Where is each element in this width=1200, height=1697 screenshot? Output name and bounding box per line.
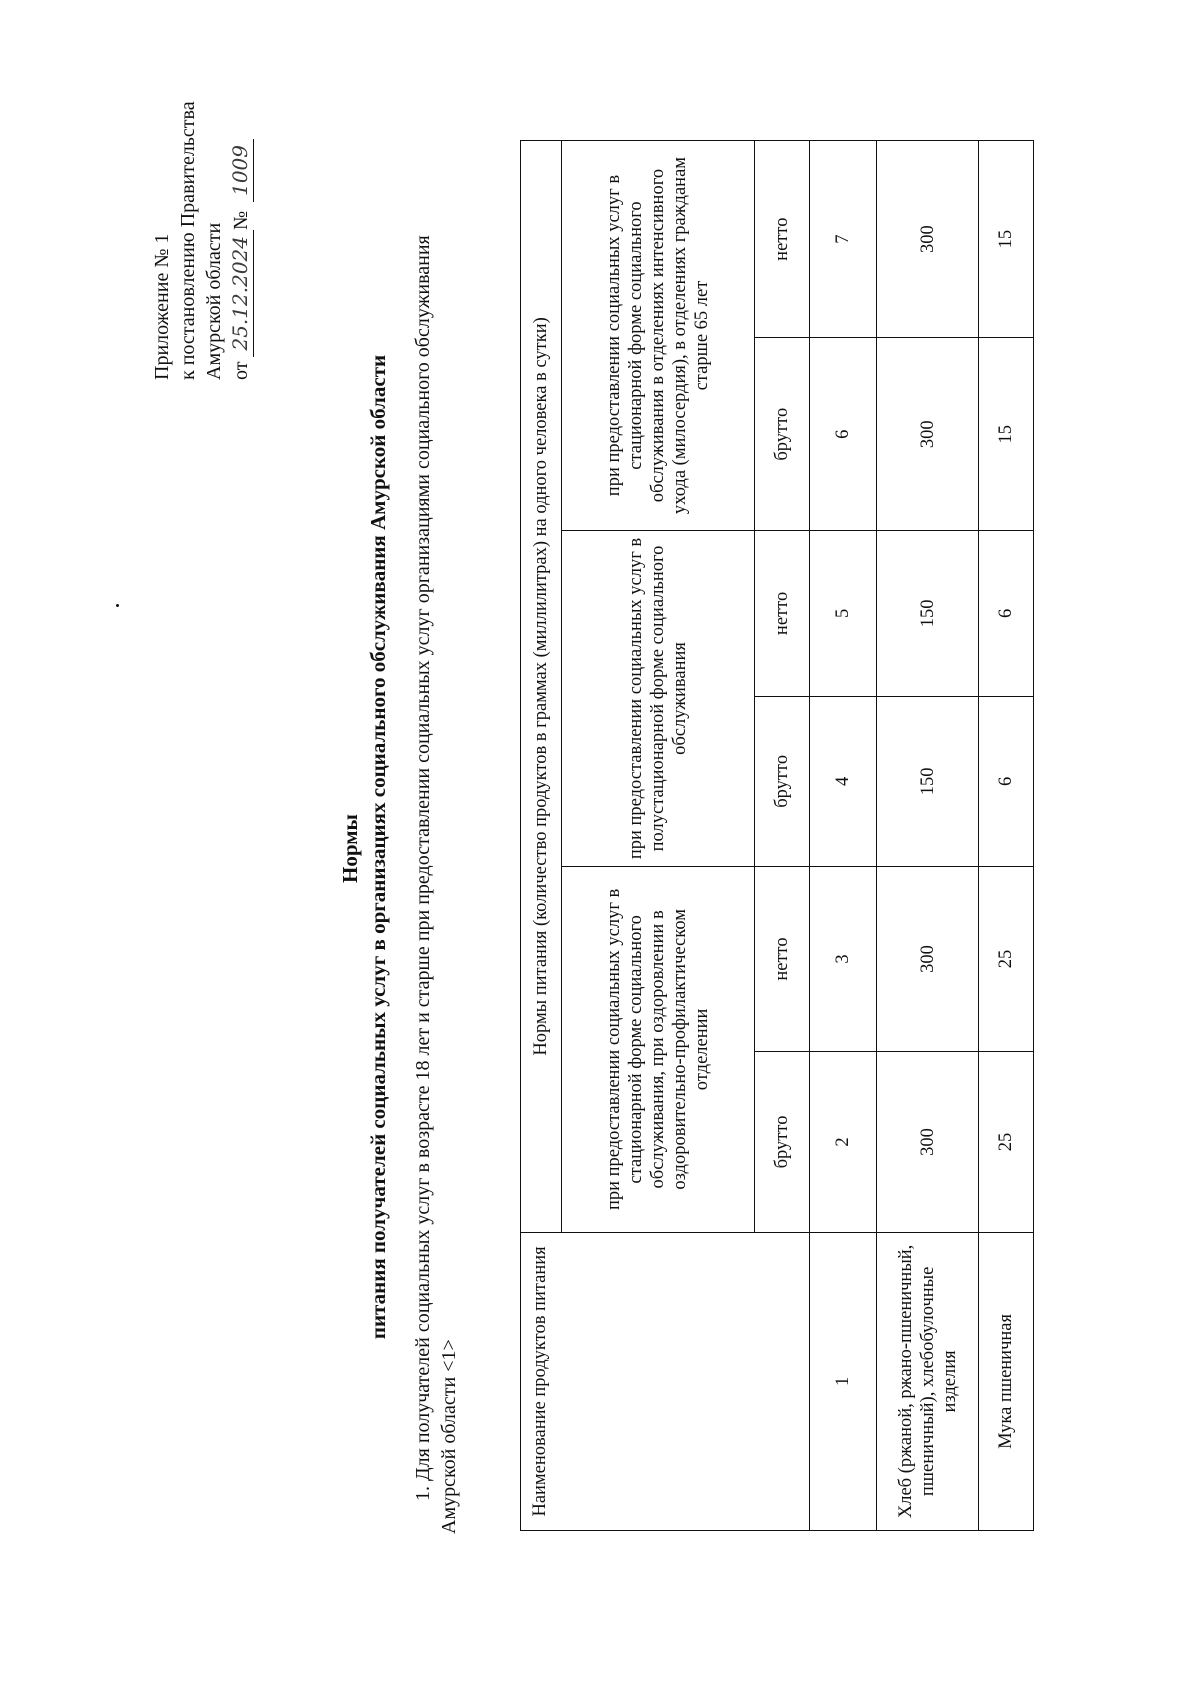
header-product-name: Наименование продуктов питания: [521, 1232, 810, 1530]
approval-line-2: к постановлению Правительства: [177, 101, 199, 380]
header-group-intensive-care: при предоставлении социальных услуг в стационарной форме социального обслуживания в отделениях интенсивного ухода (милосердия), в отделениях гражданам старше 65 лет: [562, 141, 755, 531]
value-cell: 300: [877, 338, 979, 531]
value-cell: 300: [877, 866, 979, 1051]
column-number: 3: [810, 866, 877, 1051]
value-cell: 150: [877, 531, 979, 697]
approval-line-3: Амурской области: [203, 222, 225, 380]
value-cell: 15: [979, 141, 1034, 338]
header-norms: Нормы питания (количество продуктов в граммах (миллилитрах) на одного человека в сутки): [521, 141, 562, 1233]
approval-line-1: Приложение № 1: [151, 233, 173, 380]
table-row: [979, 141, 1034, 1531]
approval-block: [149, 101, 254, 380]
header-net: нетто: [755, 141, 810, 338]
value-cell: 25: [979, 866, 1034, 1051]
date-prefix: от: [230, 361, 252, 380]
column-number: 6: [810, 338, 877, 531]
value-cell: 15: [979, 338, 1034, 531]
table-header-row: [521, 141, 562, 1531]
handwritten-number: 1009: [227, 139, 254, 202]
product-name: Хлеб (ржаной, ржано-пшеничный, пшеничный), хлебобулочные изделия: [877, 1232, 979, 1530]
column-number: 1: [810, 1232, 877, 1530]
column-number: 7: [810, 141, 877, 338]
approval-date-line: [227, 101, 254, 380]
value-cell: 300: [877, 1052, 979, 1233]
value-cell: 300: [877, 141, 979, 338]
value-cell: 6: [979, 531, 1034, 697]
product-name: Мука пшеничная: [979, 1232, 1034, 1530]
number-prefix: №: [230, 210, 252, 230]
stray-dot: [116, 604, 119, 607]
column-number: 2: [810, 1052, 877, 1233]
header-net: нетто: [755, 866, 810, 1051]
value-cell: 6: [979, 696, 1034, 866]
table-row: [877, 141, 979, 1531]
header-gross: брутто: [755, 1052, 810, 1233]
value-cell: 25: [979, 1052, 1034, 1233]
header-gross: брутто: [755, 696, 810, 866]
value-cell: 150: [877, 696, 979, 866]
handwritten-date: 25.12.2024: [227, 230, 254, 357]
norms-table: [520, 140, 1034, 1531]
column-number: 4: [810, 696, 877, 866]
header-net: нетто: [755, 531, 810, 697]
column-number: 5: [810, 531, 877, 697]
header-group-semistationary: при предоставлении социальных услуг в полустационарной форме социального обслуживания: [562, 531, 755, 867]
document-subtitle: питания получателей социальных услуг в организациях социального обслуживания Амурской области: [366, 354, 390, 1340]
header-gross: брутто: [755, 338, 810, 531]
header-group-stationary: при предоставлении социальных услуг в стационарной форме социального обслуживания, при оздоровлении в оздоровительно-профилактическом отделении: [562, 866, 755, 1232]
document-title: Нормы: [338, 814, 362, 883]
intro-paragraph: 1. Для получателей социальных услуг в возрасте 18 лет и старше при предоставлении социальных услуг организациями социального обслуживания Амурской области <1>: [412, 235, 460, 1534]
table-column-numbers-row: [810, 141, 877, 1531]
